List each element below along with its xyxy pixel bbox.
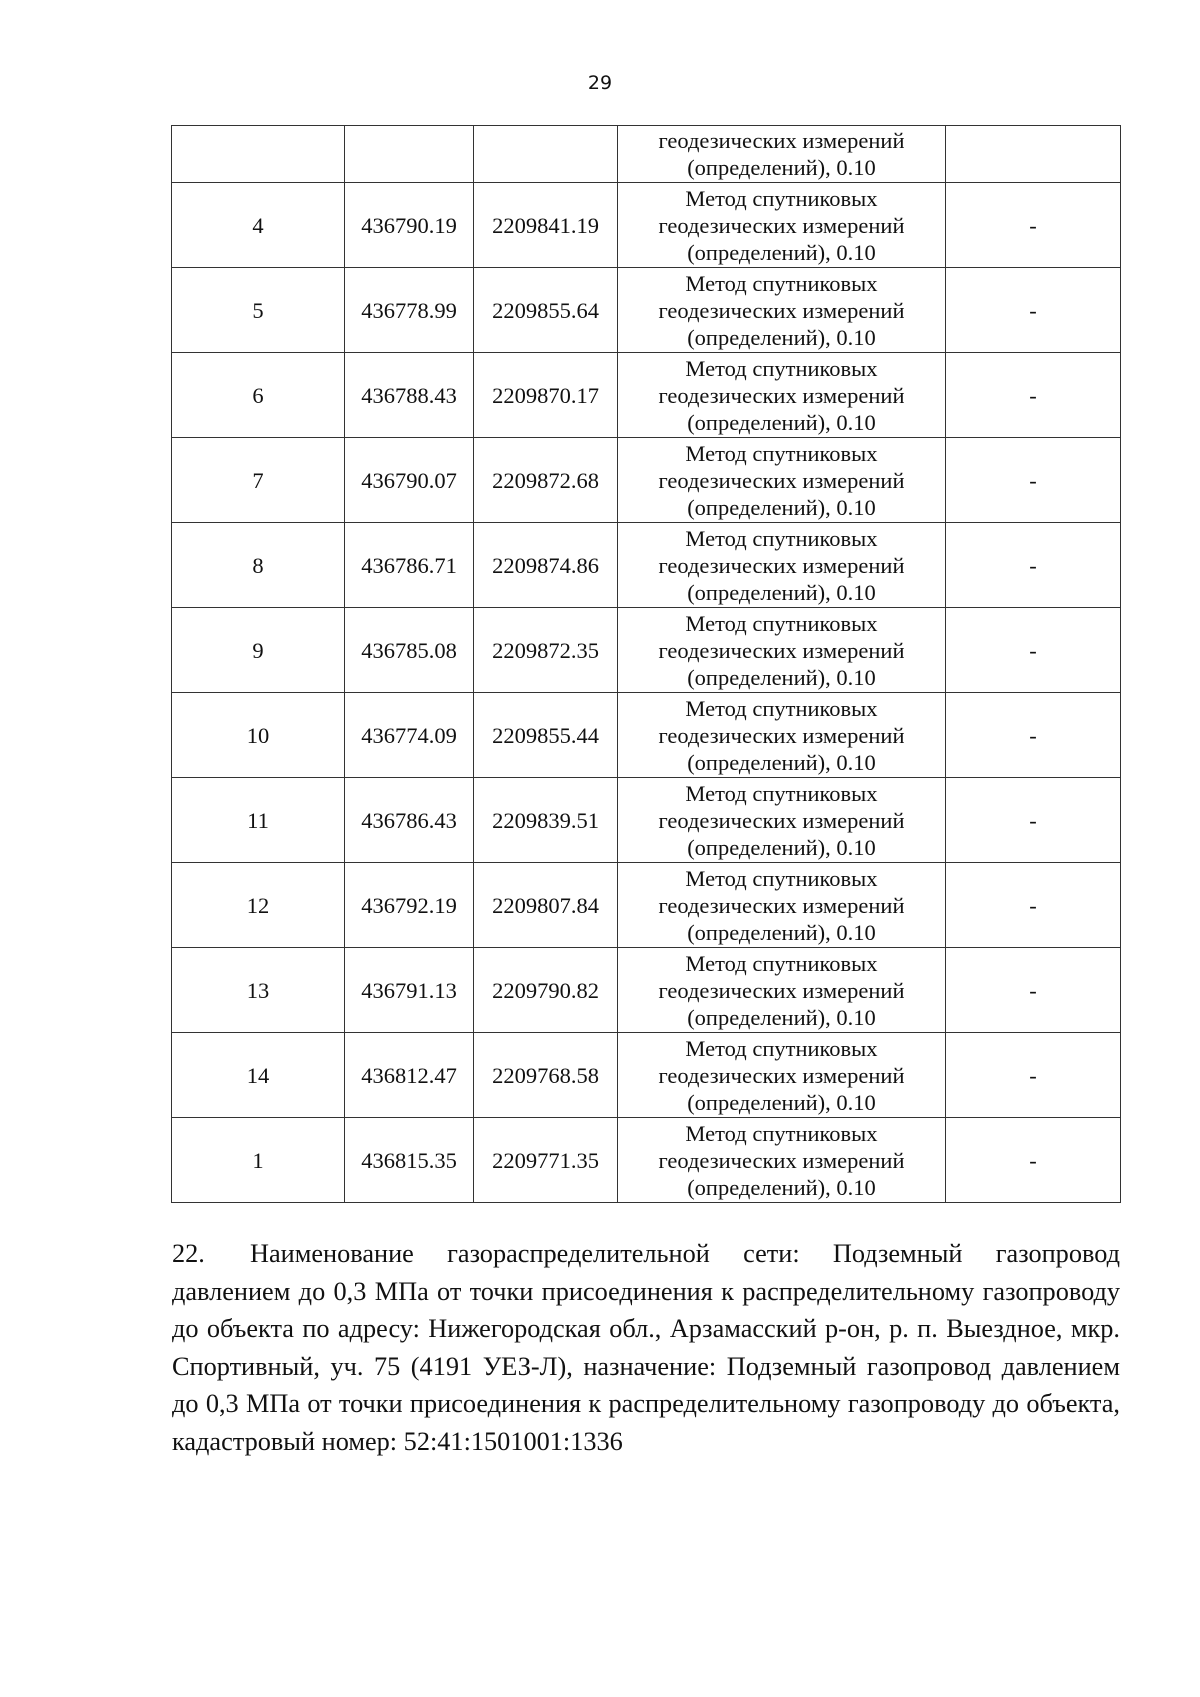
method-cell bbox=[618, 948, 946, 1033]
coordinates-table bbox=[171, 125, 1121, 1203]
x-coordinate-cell: 436812.47 bbox=[345, 1033, 474, 1118]
paragraph-number: 22. bbox=[172, 1239, 205, 1268]
point-number-cell: 14 bbox=[172, 1033, 345, 1118]
method-line: геодезических измерений bbox=[658, 1062, 905, 1088]
x-coordinate-cell: 436790.07 bbox=[345, 438, 474, 523]
x-coordinate-cell: 436788.43 bbox=[345, 353, 474, 438]
method-line: геодезических измерений bbox=[658, 1147, 905, 1173]
y-coordinate-cell: 2209768.58 bbox=[474, 1033, 618, 1118]
method-line: геодезических измерений bbox=[658, 467, 905, 493]
method-line: (определений), 0.10 bbox=[687, 494, 876, 520]
method-line: геодезических измерений bbox=[658, 128, 905, 153]
method-line: (определений), 0.10 bbox=[687, 1089, 876, 1115]
y-coordinate-cell: 2209872.35 bbox=[474, 608, 618, 693]
x-coordinate-cell: 436791.13 bbox=[345, 948, 474, 1033]
method-cell bbox=[618, 1118, 946, 1203]
y-coordinate-cell: 2209855.64 bbox=[474, 268, 618, 353]
method-cell bbox=[618, 1033, 946, 1118]
table-row bbox=[172, 1118, 1121, 1203]
method-line: геодезических измерений bbox=[658, 637, 905, 663]
method-line: геодезических измерений bbox=[658, 807, 905, 833]
point-number-cell: 7 bbox=[172, 438, 345, 523]
y-coordinate-cell bbox=[474, 126, 618, 183]
method-line: (определений), 0.10 bbox=[687, 155, 876, 180]
description-cell: - bbox=[946, 183, 1121, 268]
method-cell bbox=[618, 353, 946, 438]
description-cell: - bbox=[946, 523, 1121, 608]
description-cell: - bbox=[946, 1118, 1121, 1203]
method-line: Метод спутниковых bbox=[685, 1035, 878, 1061]
method-line: Метод спутниковых bbox=[685, 865, 878, 891]
x-coordinate-cell: 436785.08 bbox=[345, 608, 474, 693]
method-line: (определений), 0.10 bbox=[687, 239, 876, 265]
method-line: геодезических измерений bbox=[658, 722, 905, 748]
table-row bbox=[172, 1033, 1121, 1118]
x-coordinate-cell: 436786.71 bbox=[345, 523, 474, 608]
description-cell: - bbox=[946, 863, 1121, 948]
table-row bbox=[172, 353, 1121, 438]
table-row bbox=[172, 778, 1121, 863]
y-coordinate-cell: 2209855.44 bbox=[474, 693, 618, 778]
method-line: Метод спутниковых bbox=[685, 525, 878, 551]
description-cell: - bbox=[946, 608, 1121, 693]
method-line: (определений), 0.10 bbox=[687, 324, 876, 350]
point-number-cell: 9 bbox=[172, 608, 345, 693]
table-row bbox=[172, 608, 1121, 693]
description-cell: - bbox=[946, 353, 1121, 438]
point-number-cell: 8 bbox=[172, 523, 345, 608]
y-coordinate-cell: 2209841.19 bbox=[474, 183, 618, 268]
method-line: (определений), 0.10 bbox=[687, 1004, 876, 1030]
point-number-cell: 4 bbox=[172, 183, 345, 268]
x-coordinate-cell: 436792.19 bbox=[345, 863, 474, 948]
description-cell bbox=[946, 126, 1121, 183]
method-cell bbox=[618, 608, 946, 693]
method-line: (определений), 0.10 bbox=[687, 1174, 876, 1200]
method-cell bbox=[618, 523, 946, 608]
table-row bbox=[172, 438, 1121, 523]
method-line: геодезических измерений bbox=[658, 297, 905, 323]
method-cell bbox=[618, 438, 946, 523]
method-line: (определений), 0.10 bbox=[687, 409, 876, 435]
point-number-cell: 13 bbox=[172, 948, 345, 1033]
description-cell: - bbox=[946, 778, 1121, 863]
x-coordinate-cell bbox=[345, 126, 474, 183]
y-coordinate-cell: 2209790.82 bbox=[474, 948, 618, 1033]
x-coordinate-cell: 436778.99 bbox=[345, 268, 474, 353]
point-number-cell bbox=[172, 126, 345, 183]
x-coordinate-cell: 436790.19 bbox=[345, 183, 474, 268]
method-cell bbox=[618, 183, 946, 268]
y-coordinate-cell: 2209807.84 bbox=[474, 863, 618, 948]
method-line: Метод спутниковых bbox=[685, 270, 878, 296]
table-row bbox=[172, 693, 1121, 778]
y-coordinate-cell: 2209771.35 bbox=[474, 1118, 618, 1203]
method-line: Метод спутниковых bbox=[685, 610, 878, 636]
description-cell: - bbox=[946, 1033, 1121, 1118]
table-row bbox=[172, 183, 1121, 268]
method-cell bbox=[618, 693, 946, 778]
method-line: геодезических измерений bbox=[658, 382, 905, 408]
method-line: (определений), 0.10 bbox=[687, 579, 876, 605]
method-line: Метод спутниковых bbox=[685, 695, 878, 721]
description-cell: - bbox=[946, 438, 1121, 523]
point-number-cell: 1 bbox=[172, 1118, 345, 1203]
method-cell bbox=[618, 778, 946, 863]
method-line: (определений), 0.10 bbox=[687, 919, 876, 945]
method-line: (определений), 0.10 bbox=[687, 664, 876, 690]
description-cell: - bbox=[946, 693, 1121, 778]
x-coordinate-cell: 436815.35 bbox=[345, 1118, 474, 1203]
point-number-cell: 12 bbox=[172, 863, 345, 948]
point-number-cell: 5 bbox=[172, 268, 345, 353]
method-line: (определений), 0.10 bbox=[687, 749, 876, 775]
method-line: (определений), 0.10 bbox=[687, 834, 876, 860]
method-line: Метод спутниковых bbox=[685, 1120, 878, 1146]
y-coordinate-cell: 2209839.51 bbox=[474, 778, 618, 863]
y-coordinate-cell: 2209874.86 bbox=[474, 523, 618, 608]
method-line: Метод спутниковых bbox=[685, 355, 878, 381]
y-coordinate-cell: 2209872.68 bbox=[474, 438, 618, 523]
method-line: Метод спутниковых bbox=[685, 780, 878, 806]
x-coordinate-cell: 436774.09 bbox=[345, 693, 474, 778]
table-row bbox=[172, 948, 1121, 1033]
point-number-cell: 11 bbox=[172, 778, 345, 863]
description-cell: - bbox=[946, 948, 1121, 1033]
method-line: Метод спутниковых bbox=[685, 950, 878, 976]
y-coordinate-cell: 2209870.17 bbox=[474, 353, 618, 438]
page-number: 29 bbox=[587, 72, 613, 94]
method-line: Метод спутниковых bbox=[685, 440, 878, 466]
table-row bbox=[172, 268, 1121, 353]
gas-network-paragraph bbox=[172, 1235, 1120, 1461]
method-line: геодезических измерений bbox=[658, 212, 905, 238]
method-line: Метод спутниковых bbox=[685, 185, 878, 211]
method-line: геодезических измерений bbox=[658, 552, 905, 578]
method-line: геодезических измерений bbox=[658, 892, 905, 918]
paragraph-text: Наименование газораспределительной сети: Подземный газопровод давлением до 0,3 МПа от точки присоединения к распределительному газопроводу до объекта по адресу: Нижегородская обл., Арзамасский р-он, р. п. Выездное, мкр. Спортивный, уч. 75 (4191 УЕЗ-Л), назначение: Подземный газопровод давлением до 0,3 МПа от точки присоединения к распределительному газопроводу до объекта, кадастровый номер: 52:41:1501001:1336 bbox=[172, 1239, 1120, 1456]
coordinates-table-body bbox=[172, 126, 1121, 1203]
point-number-cell: 10 bbox=[172, 693, 345, 778]
x-coordinate-cell: 436786.43 bbox=[345, 778, 474, 863]
method-cell bbox=[618, 268, 946, 353]
table-row bbox=[172, 863, 1121, 948]
method-cell bbox=[618, 863, 946, 948]
method-line: геодезических измерений bbox=[658, 977, 905, 1003]
table-row-continued bbox=[172, 126, 1121, 183]
point-number-cell: 6 bbox=[172, 353, 345, 438]
method-cell bbox=[618, 126, 946, 183]
description-cell: - bbox=[946, 268, 1121, 353]
table-row bbox=[172, 523, 1121, 608]
